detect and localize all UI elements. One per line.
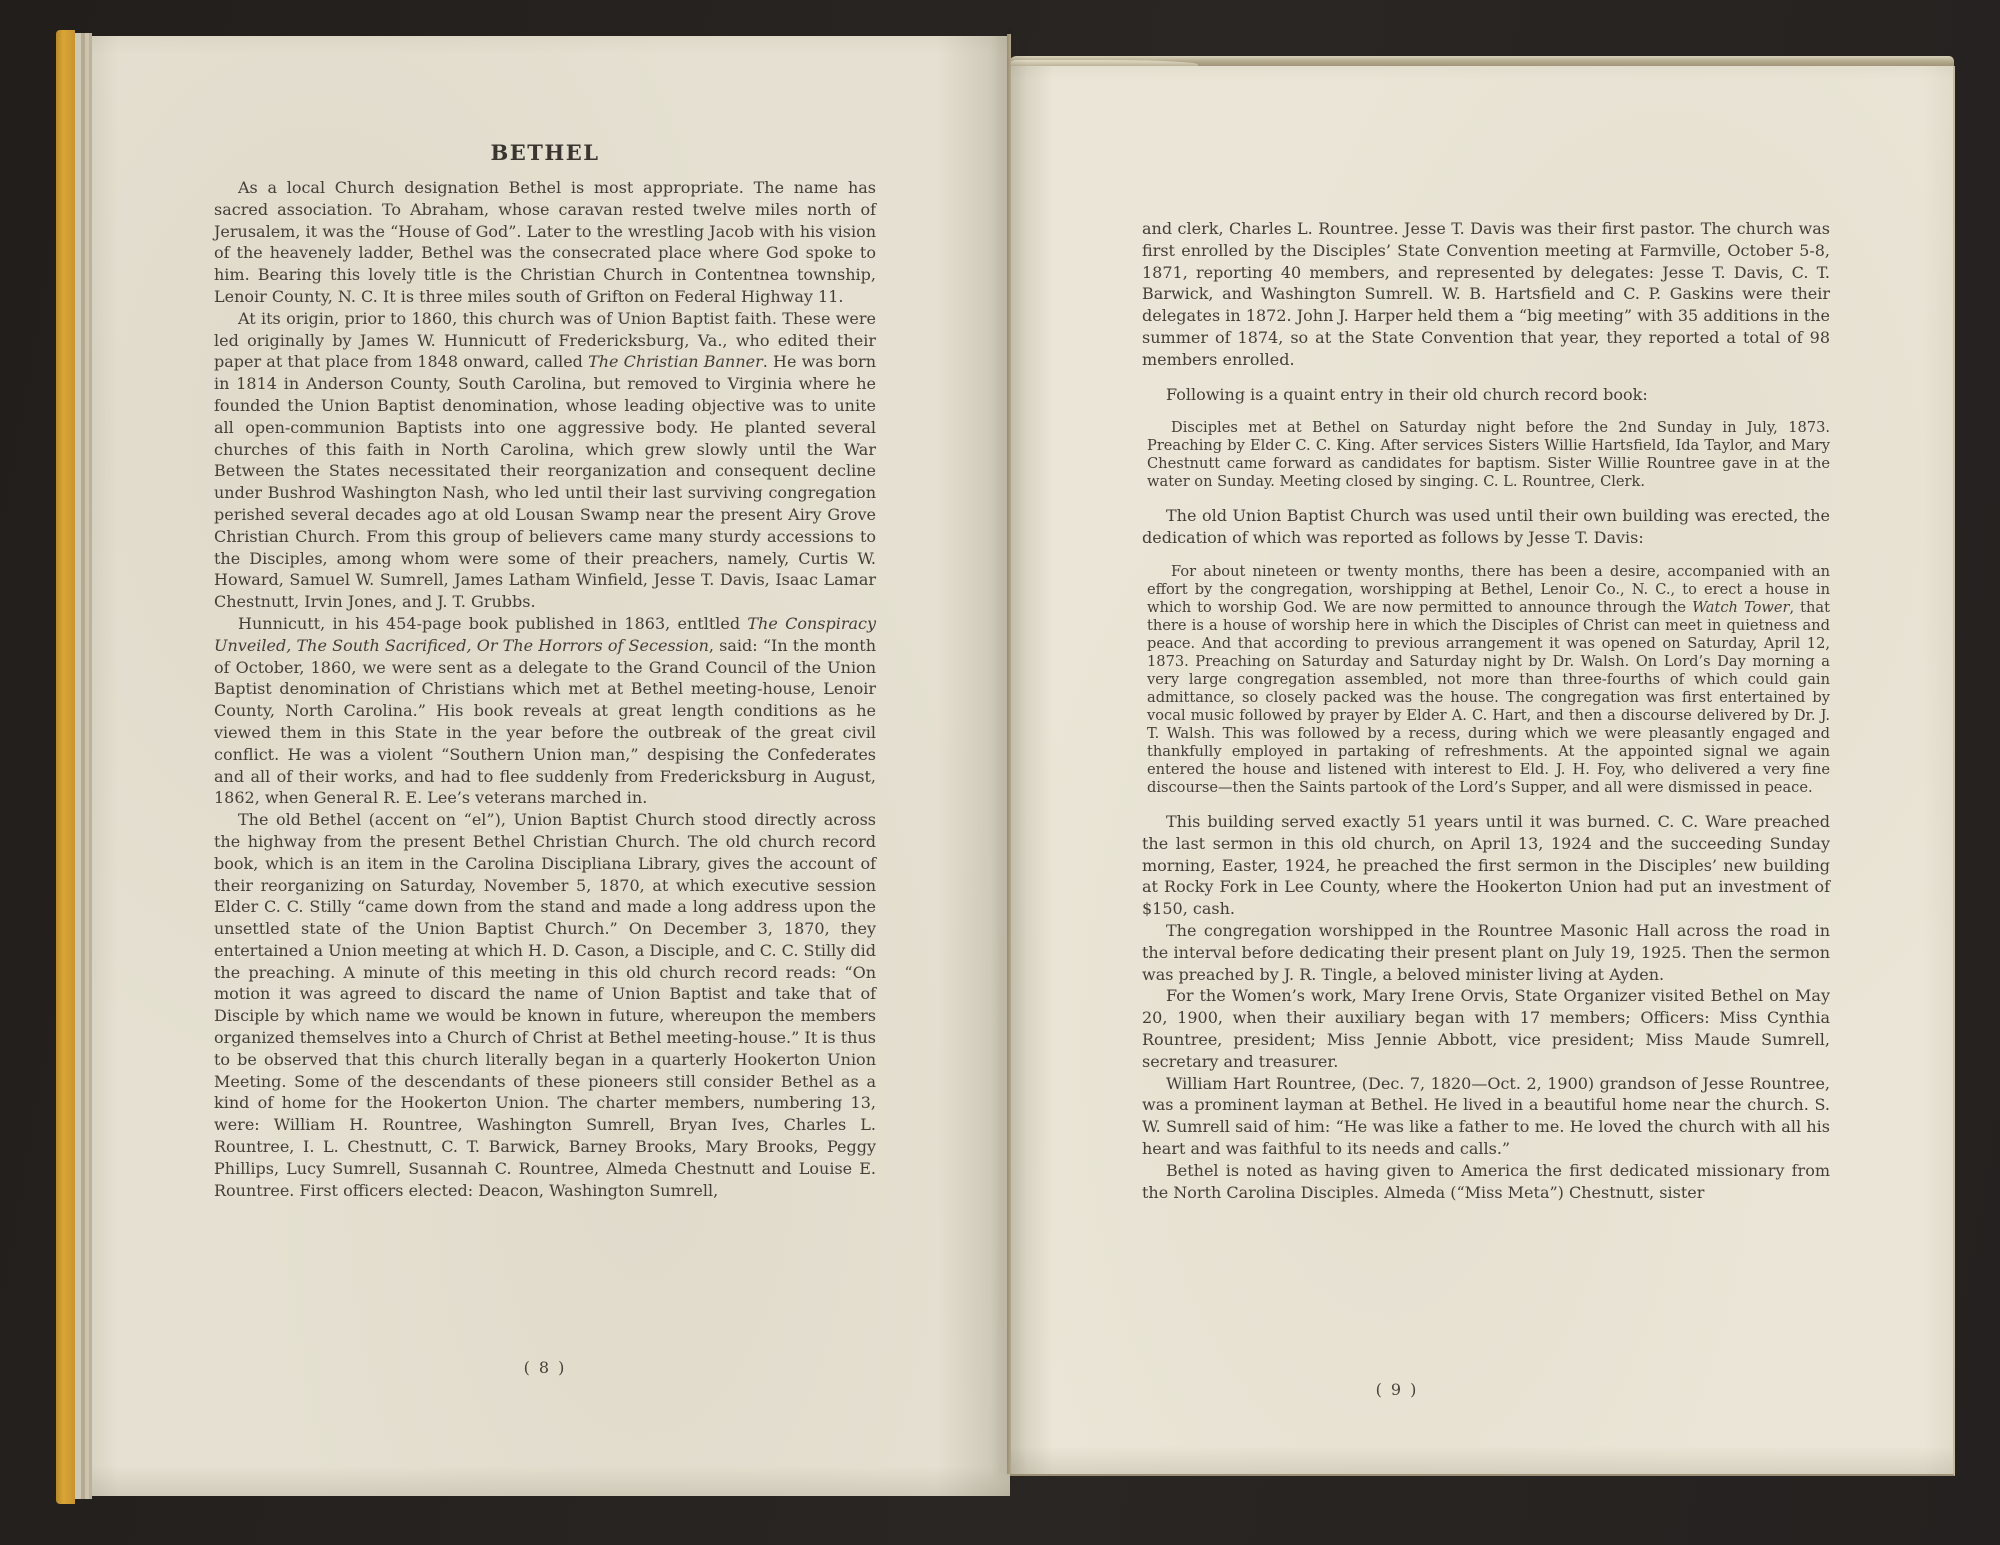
paragraph: Bethel is noted as having given to America the first dedicated missionary from the North Carolina Disciples. Almeda (“Miss Meta”) Chestnutt, sister: [1142, 1160, 1830, 1202]
paragraph: William Hart Rountree, (Dec. 7, 1820—Oct. 2, 1900) grandson of Jesse Rountree, was a prominent layman at Bethel. He lived in a beautiful home near the church. S. W. Sumrell said of him: “He was like a father to me. He loved the church with all his heart and was faithful to its needs and calls.”: [1142, 1073, 1830, 1158]
left-paragraph-block: [214, 177, 876, 1201]
chapter-title: BETHEL: [490, 140, 600, 165]
paragraph: For the Women’s work, Mary Irene Orvis, State Organizer visited Bethel on May 20, 1900, when their auxiliary began with 17 members; Officers: Miss Cynthia Rountree, president; Miss Jennie Abbott, vice president; Miss Maude Sumrell, secretary and treasurer.: [1142, 986, 1830, 1071]
blockquote-paragraph: Disciples met at Bethel on Saturday night before the 2nd Sunday in July, 1873. Preaching by Elder C. C. King. After services Sisters Willie Hartsfield, Ida Taylor, and Mary Chestnutt came forward as candidates for baptism. Sister Willie Rountree gave in at the water on Sunday. Meeting closed by singing. C. L. Rountree, Clerk.: [1147, 419, 1830, 491]
right-text-column: [1142, 218, 1830, 1203]
page-number: ( 8 ): [523, 1358, 567, 1377]
paragraph: As a local Church designation Bethel is most appropriate. The name has sacred association. To Abraham, whose caravan rested twelve miles north of Jerusalem, it was the “House of God”. Later to the wrestling Jacob with his vision of the heavenely ladder, Bethel was the consecrated place where God spoke to him. Bearing this lovely title is the Christian Church in Contentnea township, Lenoir County, N. C. It is three miles south of Grifton on Federal Highway 11.: [214, 178, 876, 306]
paragraph: Hunnicutt, in his 454-page book published in 1863, entltled The Conspiracy Unveiled, The South Sacrificed, Or The Horrors of Secession, said: “In the month of October, 1860, we were sent as a delegate to the Grand Council of the Union Baptist denomination of Christians which met at Bethel meeting-house, Lenoir County, North Carolina.” His book reveals at great length conditions as he viewed them in this State in the year before the outbreak of the great civil conflict. He was a violent “Southern Union man,” despising the Confederates and all of their works, and had to flee suddenly from Fredericksburg in August, 1862, when General R. E. Lee’s veterans marched in.: [214, 613, 877, 808]
book-page-left: [92, 36, 1010, 1496]
paragraph: Following is a quaint entry in their old church record book:: [1166, 384, 1648, 404]
paragraph: At its origin, prior to 1860, this church was of Union Baptist faith. These were led originally by James W. Hunnicutt of Fredericksburg, Va., who edited their paper at that place from 1848 onward, called The Christian Banner. He was born in 1814 in Anderson County, South Carolina, but removed to Virginia where he founded the Union Baptist denomination, whose leading objective was to unite all open-communion Baptists into one aggressive body. He planted several churches of this faith in North Carolina, which grew slowly until the War Between the States necessitated their reorganization and consequent decline under Bushrod Washington Nash, who led until their last surviving congregation perished several decades ago at old Lousan Swamp near the present Airy Grove Christian Church. From this group of believers came many sturdy accessions to the Disciples, among whom were some of their preachers, namely, Curtis W. Howard, Samuel W. Sumrell, James Latham Winfield, Jesse T. Davis, Isaac Lamar Chestnutt, Irvin Jones, and J. T. Grubbs.: [214, 308, 877, 612]
left-text-column: [214, 140, 876, 1201]
blockquote-paragraph: For about nineteen or twenty months, there has been a desire, accompanied with an effort by the congregation, worshipping at Bethel, Lenoir Co., N. C., to erect a house in which to worship God. We are now permitted to announce through the Watch Tower, that there is a house of worship here in which the Disciples of Christ can meet in quietness and peace. And that according to previous arrangement it was opened on Saturday, April 12, 1873. Preaching on Saturday and Saturday night by Dr. Walsh. On Lord’s Day morning a very large congregation assembled, not more than three-fourths of which could gain admittance, so closely packed was the house. The congregation was first entertained by vocal music followed by prayer by Elder A. C. Hart, and then a discourse delivered by Dr. J. T. Walsh. This was followed by a recess, during which we were pleasantly engaged and thankfully employed in partaking of refreshments. At the appointed signal we again entered the house and listened with interest to Eld. J. H. Foy, who delivered a very fine discourse—then the Saints partook of the Lord’s Supper, and all were dismissed in peace.: [1147, 562, 1830, 796]
page-number: ( 9 ): [1375, 1380, 1419, 1399]
paragraph: This building served exactly 51 years until it was burned. C. C. Ware preached the last sermon in this old church, on April 13, 1924 and the succeeding Sunday morning, Easter, 1924, he preached the first sermon in the Disciples’ new building at Rocky Fork in Lee County, where the Hookerton Union had put an investment of $150, cash.: [1142, 811, 1830, 919]
paragraph: and clerk, Charles L. Rountree. Jesse T. Davis was their first pastor. The church was first enrolled by the Disciples’ State Convention meeting at Farmville, October 5-8, 1871, reporting 40 members, and represented by delegates: Jesse T. Davis, C. T. Barwick, and Washington Sumrell. W. B. Hartsfield and C. P. Gaskins were their delegates in 1872. John J. Harper held them a “big meeting” with 35 additions in the summer of 1874, so at the State Convention that year, they reported a total of 98 members enrolled.: [1142, 219, 1830, 369]
book-gutter: [1007, 34, 1011, 1474]
book-cover-edge: [56, 30, 75, 1504]
right-paragraph-block: [1142, 218, 1830, 1203]
book-page-right: [1010, 66, 1955, 1476]
paragraph: The old Bethel (accent on “el”), Union Baptist Church stood directly across the highway from the present Bethel Christian Church. The old church record book, which is an item in the Carolina Discipliana Library, gives the account of their reorganizing on Saturday, November 5, 1870, at which executive session Elder C. C. Stilly “came down from the stand and made a long address upon the unsettled state of the Union Baptist Church.” On December 3, 1870, they entertained a Union meeting at which H. D. Cason, a Disciple, and C. C. Stilly did the preaching. A minute of this meeting in this old church record reads: “On motion it was agreed to discard the name of Union Baptist and take that of Disciple by which name we would be known in future, whereupon the members organized themselves into a Church of Christ at Bethel meeting-house.” It is thus to be observed that this church literally began in a quarterly Hookerton Union Meeting. Some of the descendants of these pioneers still consider Bethel as a kind of home for the Hookerton Union. The charter members, numbering 13, were: William H. Rountree, Washington Sumrell, Bryan Ives, Charles L. Rountree, I. L. Chestnutt, C. T. Barwick, Barney Brooks, Mary Brooks, Peggy Phillips, Lucy Sumrell, Susannah C. Rountree, Almeda Chestnutt and Louise E. Rountree. First officers elected: Deacon, Washington Sumrell,: [214, 810, 876, 1200]
page-edge-stack: [75, 33, 92, 1499]
paragraph: The congregation worshipped in the Rountree Masonic Hall across the road in the interval before dedicating their present plant on July 19, 1925. Then the sermon was preached by J. R. Tingle, a beloved minister living at Ayden.: [1142, 920, 1830, 984]
paragraph: The old Union Baptist Church was used until their own building was erected, the dedication of which was reported as follows by Jesse T. Davis:: [1142, 506, 1830, 548]
